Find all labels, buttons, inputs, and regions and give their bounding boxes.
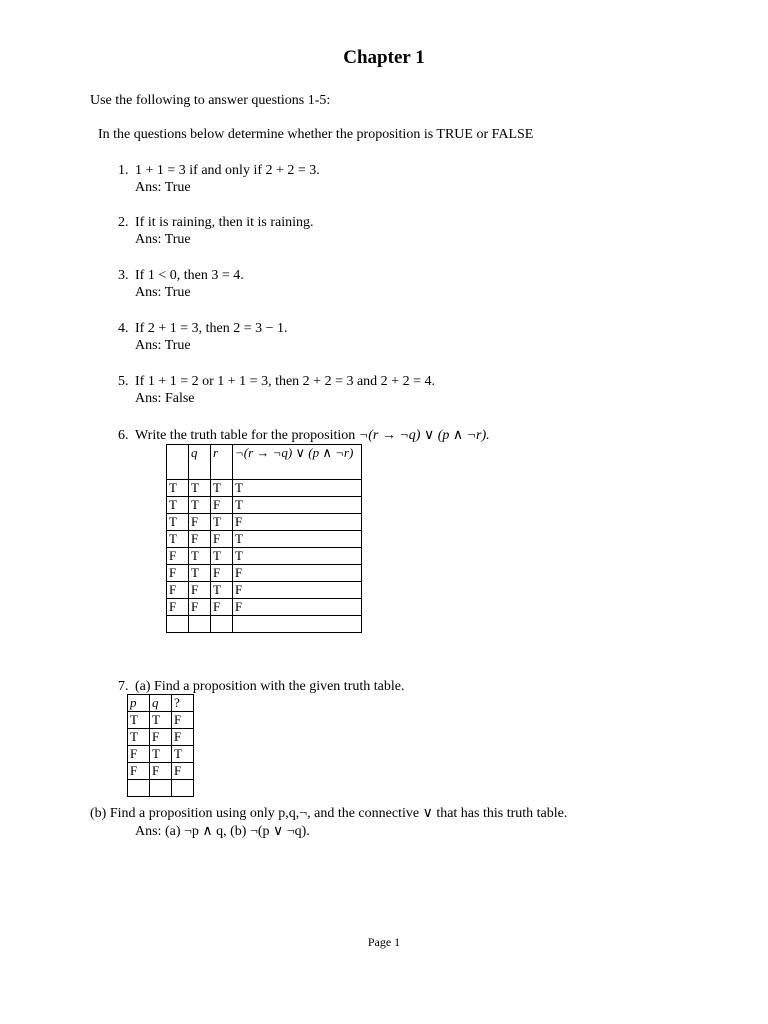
table-header-row xyxy=(128,695,194,712)
question-5 xyxy=(118,373,435,390)
answer-5: Ans: False xyxy=(135,391,195,406)
table-cell xyxy=(172,780,194,797)
table-row xyxy=(167,514,362,531)
table-cell xyxy=(167,616,189,633)
question-text: Write the truth table for the proposition xyxy=(135,428,359,443)
header-cell: p xyxy=(128,695,150,712)
truth-table-q6 xyxy=(166,444,362,633)
header-cell: ¬(r → ¬q) ∨ (p ∧ ¬r) xyxy=(233,445,362,480)
table-cell: F xyxy=(167,565,189,582)
question-3 xyxy=(118,267,244,284)
question-text: If it is raining, then it is raining. xyxy=(135,215,314,230)
question-text: If 1 + 1 = 2 or 1 + 1 = 3, then 2 + 2 = 3 and 2 + 2 = 4. xyxy=(135,374,435,389)
table-cell xyxy=(128,780,150,797)
table-cell: T xyxy=(150,712,172,729)
answer-1: Ans: True xyxy=(135,180,191,195)
table-cell: T xyxy=(211,480,233,497)
question-number: 1. xyxy=(118,163,129,178)
table-cell: T xyxy=(189,565,211,582)
header-cell: q xyxy=(189,445,211,480)
table-cell: T xyxy=(150,746,172,763)
question-1 xyxy=(118,162,320,179)
table-cell: T xyxy=(189,497,211,514)
table-cell: F xyxy=(167,599,189,616)
table-cell: F xyxy=(150,729,172,746)
answer-3: Ans: True xyxy=(135,285,191,300)
page-number: Page 1 xyxy=(367,935,401,949)
question-number: 4. xyxy=(118,321,129,336)
question-2 xyxy=(118,214,313,231)
table-cell: F xyxy=(172,763,194,780)
table-cell: T xyxy=(233,480,362,497)
table-cell: F xyxy=(128,746,150,763)
question-6 xyxy=(118,427,490,444)
table-cell: F xyxy=(167,548,189,565)
table-cell: F xyxy=(172,712,194,729)
table-cell: F xyxy=(189,599,211,616)
question-number: 7. xyxy=(118,679,129,694)
table-cell: F xyxy=(211,531,233,548)
table-row xyxy=(167,599,362,616)
table-cell: F xyxy=(150,763,172,780)
table-header-row xyxy=(167,445,362,480)
table-cell: T xyxy=(233,548,362,565)
table-cell: F xyxy=(172,729,194,746)
question-number: 5. xyxy=(118,374,129,389)
question-text: If 1 < 0, then 3 = 4. xyxy=(135,268,244,283)
table-cell: F xyxy=(128,763,150,780)
table-cell: F xyxy=(167,582,189,599)
table-row xyxy=(128,763,194,780)
table-cell: T xyxy=(167,531,189,548)
truth-table-q7 xyxy=(127,694,194,797)
table-cell: T xyxy=(167,480,189,497)
table-cell: T xyxy=(211,514,233,531)
table-cell: T xyxy=(167,514,189,531)
table-cell: F xyxy=(211,565,233,582)
table-cell: F xyxy=(211,497,233,514)
question-number: 6. xyxy=(118,428,129,443)
table-row xyxy=(167,565,362,582)
question-7 xyxy=(118,678,404,695)
table-cell: F xyxy=(233,582,362,599)
header-cell: r xyxy=(211,445,233,480)
question-4 xyxy=(118,320,288,337)
table-cell: F xyxy=(233,514,362,531)
instruction-text: In the questions below determine whether the proposition is TRUE or FALSE xyxy=(98,127,534,142)
table-cell xyxy=(150,780,172,797)
question-number: 2. xyxy=(118,215,129,230)
chapter-title: Chapter 1 xyxy=(343,47,425,68)
table-cell: T xyxy=(128,729,150,746)
question-number: 3. xyxy=(118,268,129,283)
answer-4: Ans: True xyxy=(135,338,191,353)
table-row xyxy=(167,531,362,548)
table-cell: F xyxy=(211,599,233,616)
table-row xyxy=(167,480,362,497)
header-cell: ? xyxy=(172,695,194,712)
table-row xyxy=(167,497,362,514)
table-cell: T xyxy=(172,746,194,763)
table-cell xyxy=(189,616,211,633)
table-cell: F xyxy=(189,582,211,599)
table-cell: T xyxy=(189,480,211,497)
intro-text: Use the following to answer questions 1-5: xyxy=(90,93,331,108)
table-row xyxy=(167,548,362,565)
table-cell: F xyxy=(233,565,362,582)
table-row xyxy=(167,616,362,633)
table-cell xyxy=(233,616,362,633)
table-row xyxy=(128,729,194,746)
table-row xyxy=(128,712,194,729)
table-cell: T xyxy=(211,548,233,565)
question-text: 1 + 1 = 3 if and only if 2 + 2 = 3. xyxy=(135,163,320,178)
answer-2: Ans: True xyxy=(135,232,191,247)
table-cell: F xyxy=(189,514,211,531)
question-text: If 2 + 1 = 3, then 2 = 3 − 1. xyxy=(135,321,288,336)
table-cell: T xyxy=(128,712,150,729)
table-cell: T xyxy=(233,497,362,514)
table-cell: T xyxy=(211,582,233,599)
table-cell: F xyxy=(189,531,211,548)
table-cell xyxy=(211,616,233,633)
table-row xyxy=(128,780,194,797)
table-row xyxy=(128,746,194,763)
table-row xyxy=(167,582,362,599)
header-cell: q xyxy=(150,695,172,712)
question-7b-text: (b) Find a proposition using only p,q,¬, and the connective ∨ that has this truth table. xyxy=(90,806,568,821)
question-text: (a) Find a proposition with the given truth table. xyxy=(135,679,405,694)
proposition-formula: ¬(r → ¬q) ∨ (p ∧ ¬r). xyxy=(358,428,490,443)
table-cell: T xyxy=(189,548,211,565)
answer-7: Ans: (a) ¬p ∧ q, (b) ¬(p ∨ ¬q). xyxy=(135,824,310,839)
table-cell: T xyxy=(167,497,189,514)
table-cell: F xyxy=(233,599,362,616)
table-cell: T xyxy=(233,531,362,548)
header-cell xyxy=(167,445,189,480)
